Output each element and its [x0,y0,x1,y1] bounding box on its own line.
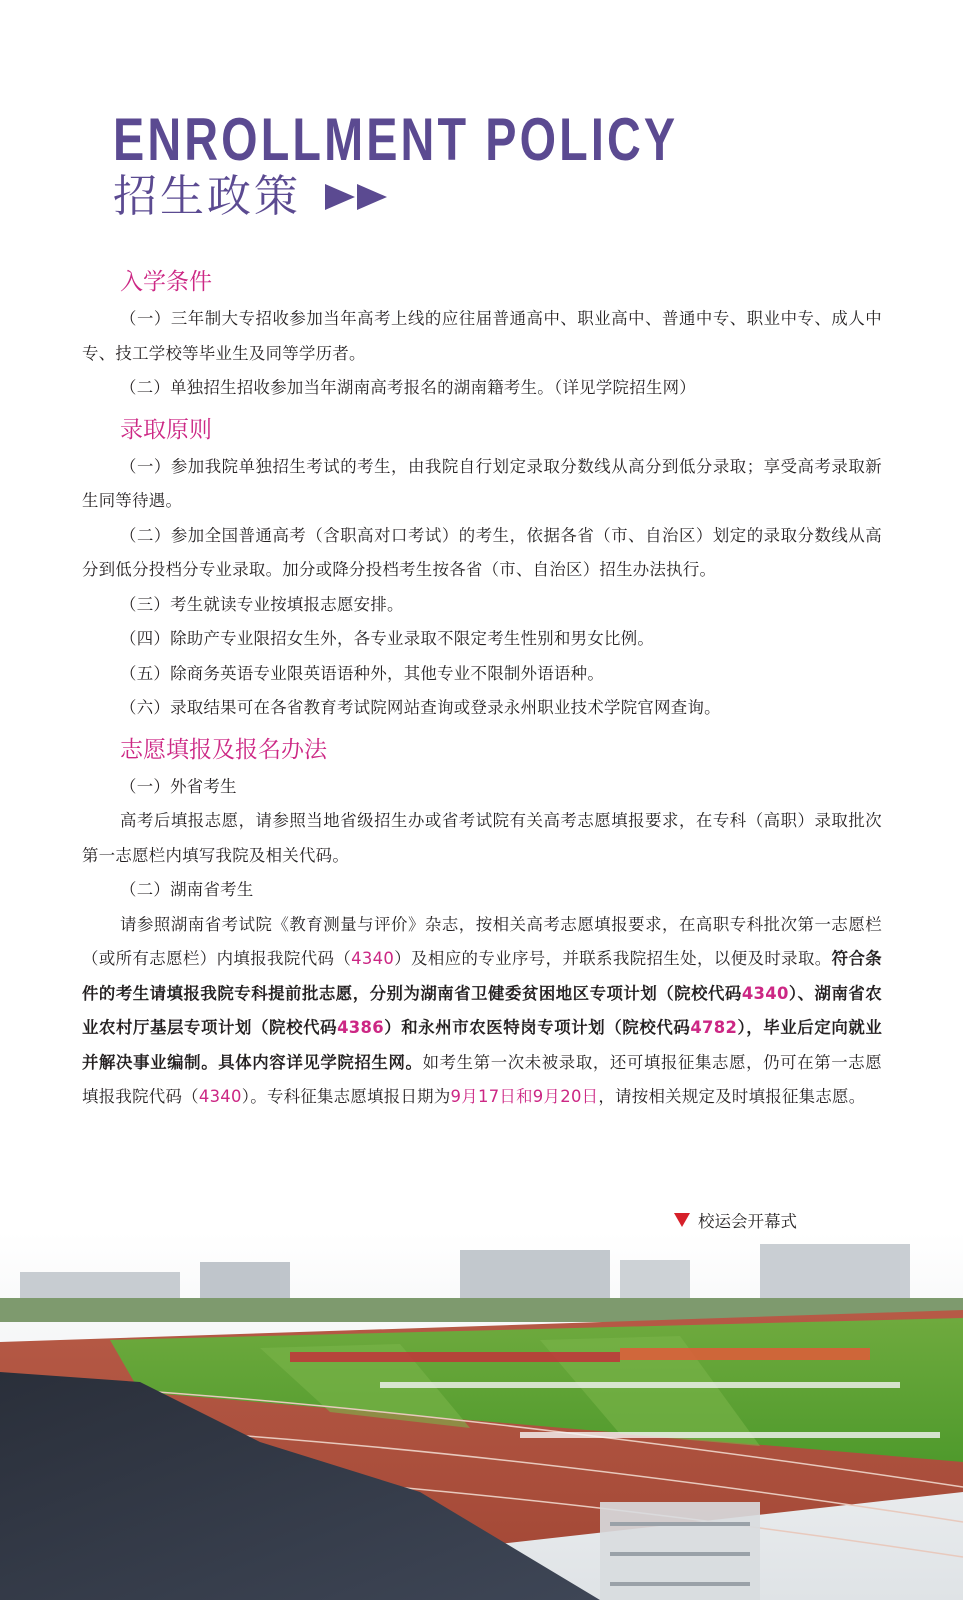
school-code: 4340 [741,983,789,1003]
bold-text-segment: ），毕业后定向就业并解决事业编制。具体内容详见学院招生网。 [82,1018,883,1072]
text-segment: 如考生第一次未被录取，还可填报征集志愿，仍可在第一志愿填报我院代码（ [82,1052,883,1106]
text-segment: ）及相应的专业序号，并联系我院招生处，以便及时录取。 [394,949,832,968]
policy-content [82,258,882,1115]
principle-paragraph-5: （五）除商务英语专业限英语语种外，其他专业不限制外语语种。 [120,663,605,683]
page-header [113,108,838,224]
principle-paragraph-2: （二）参加全国普通高考（含职高对口考试）的考生，依据各省（市、自治区）划定的录取分数线从高分到低分投档分专业录取。加分或降分投档考生按各省（市、自治区）招生办法执行。 [82,525,882,579]
text-segment: ，请按相关规定及时填报征集志愿。 [598,1087,866,1106]
photo-caption-text: 校运会开幕式 [698,1212,797,1231]
bold-text-segment: 符合条件的考生请填报我院专科提前批志愿，分别为湖南省卫健委贫困地区专项计划（院校代码 [82,949,882,1003]
triangle-down-icon [674,1213,690,1227]
principle-paragraph-4: （四）除助产专业限招女生外，各专业录取不限定考生性别和男女比例。 [120,629,655,648]
school-code: 4386 [337,1018,384,1037]
photo-caption [674,1208,797,1232]
principle-paragraph-3: （三）考生就读专业按填报志愿安排。 [120,594,404,614]
application-paragraph-1: 高考后填报志愿，请参照当地省级招生办或省考试院有关高考志愿填报要求，在专科（高职）录取批次第一志愿栏内填写我院及相关代码。 [82,811,882,865]
school-code: 4340 [351,949,395,968]
english-title: ENROLLMENT POLICY [113,106,679,173]
admission-paragraph-1: （一）三年制大专招收参加当年高考上线的应往届普通高中、职业高中、普通中专、职业中专、成人中专、技工学校等毕业生及同等学历者。 [82,309,882,363]
application-paragraph-2 [82,908,882,1115]
chinese-title: 招生政策 [113,171,301,222]
principle-paragraph-6: （六）录取结果可在各省教育考试院网站查询或登录永州职业技术学院官网查询。 [120,698,721,717]
subheading-hunan: （二）湖南省考生 [120,880,254,899]
school-code: 4340 [198,1087,242,1106]
section-title-principles: 录取原则 [120,416,212,443]
double-arrow-icon [325,184,387,210]
bold-text-segment: ）、湖南省农业农村厅基层专项计划（院校代码 [82,983,882,1037]
section-title-application: 志愿填报及报名办法 [120,736,327,763]
section-title-admission: 入学条件 [120,269,212,295]
bold-text-segment: ）和永州市农医特岗专项计划（院校代码 [383,1018,691,1037]
admission-paragraph-2: （二）单独招生招收参加当年湖南高考报名的湖南籍考生。（详见学院招生网） [120,378,696,397]
sports-meet-photo [0,1232,963,1600]
principle-paragraph-1: （一）参加我院单独招生考试的考生，由我院自行划定录取分数线从高分到低分录取；享受高考录取新生同等待遇。 [82,456,882,510]
subheading-other-provinces: （一）外省考生 [120,776,237,796]
chinese-title-row [113,170,838,224]
text-segment: ）。专科征集志愿填报日期为 [241,1087,451,1106]
application-dates: 9月17日和9月20日 [450,1087,599,1106]
text-segment: 请参照湖南省考试院《教育测量与评价》杂志，按相关高考志愿填报要求，在高职专科批次第一志愿栏（或所有志愿栏）内填报我院代码（ [82,914,882,968]
school-code: 4782 [690,1018,738,1037]
